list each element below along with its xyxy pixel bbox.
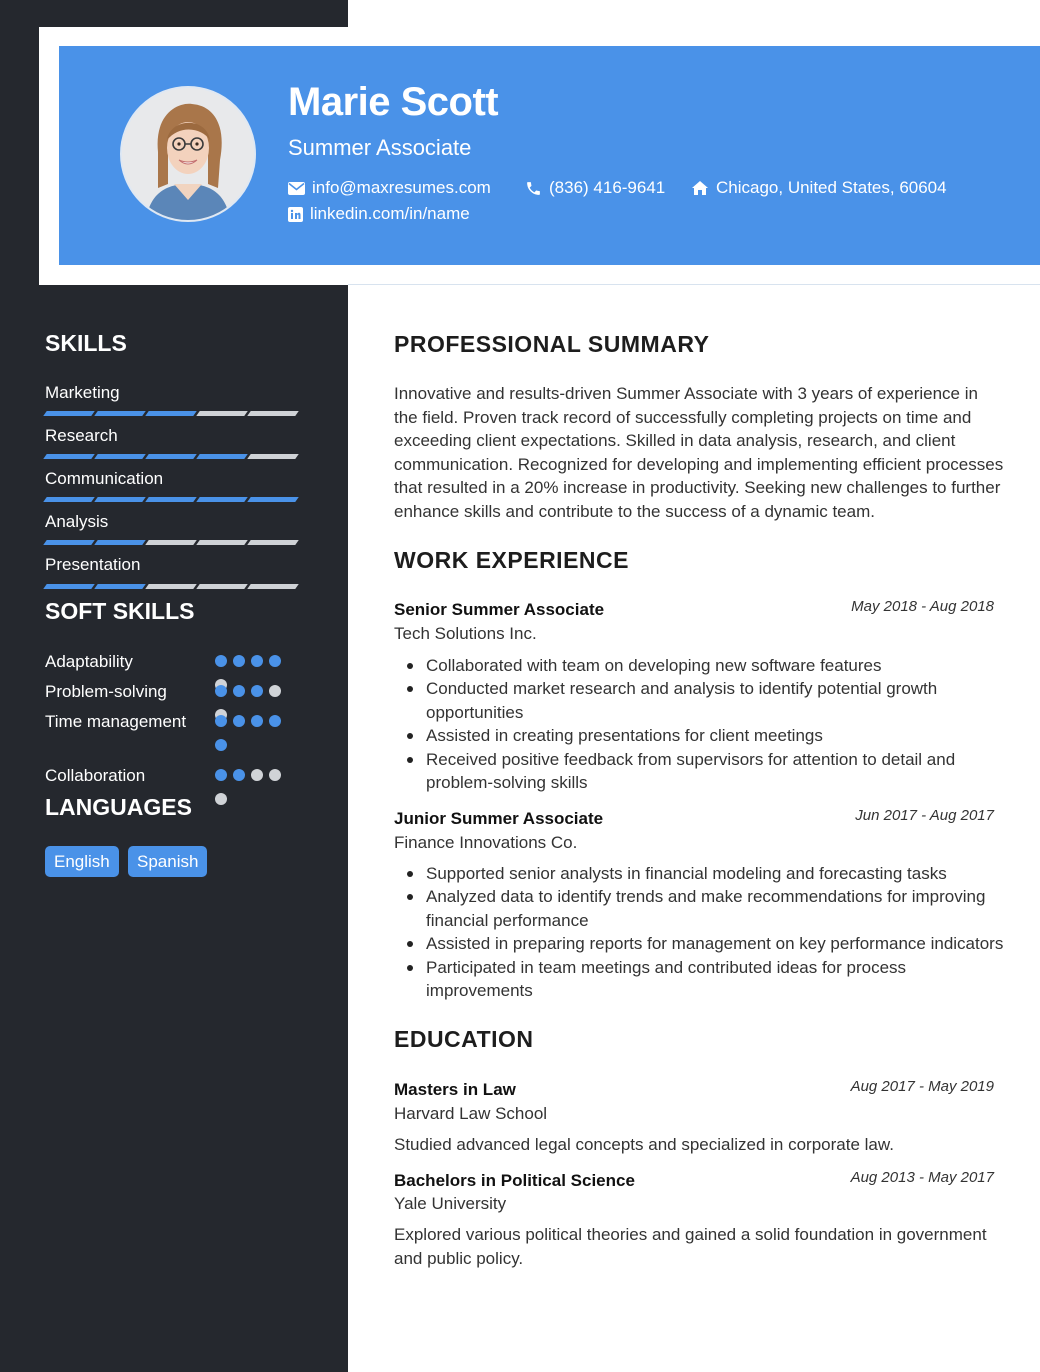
- school-name: Harvard Law School: [394, 1104, 548, 1123]
- rating-dot-filled: [251, 655, 263, 667]
- soft-skill-rating: [215, 715, 287, 763]
- rating-dot-filled: [215, 715, 227, 727]
- skill-segment-empty: [196, 584, 248, 589]
- job-bullet: Collaborated with team on developing new software features: [404, 654, 1004, 677]
- job-title: Senior Summer Associate: [394, 600, 605, 619]
- skill-segment-filled: [145, 497, 197, 502]
- skill-segment-filled: [94, 584, 146, 589]
- contact-phone[interactable]: [525, 178, 665, 198]
- job-bullets: [404, 862, 1004, 1002]
- skill-segment-empty: [196, 540, 248, 545]
- job-bullets: [404, 654, 1004, 794]
- job-dates: Jun 2017 - Aug 2017: [855, 807, 994, 824]
- summary-text: Innovative and results-driven Summer Associate with 3 years of experience in the field. Proven track record of successfully completing projects on time and exceeding client expectations. Skilled in data analysis, research, and client communication. Recognized for developing and implementing efficient processes that resulted in a 20% increase in productivity. Seeking new challenges to further enhance skills and contribute to the success of a dynamic team.: [394, 384, 1004, 521]
- rating-dot-filled: [251, 715, 263, 727]
- soft-skills-heading: SOFT SKILLS: [45, 598, 195, 624]
- skill-segment-empty: [247, 411, 299, 416]
- rating-dot-filled: [215, 739, 227, 751]
- languages-heading: LANGUAGES: [45, 794, 192, 820]
- candidate-name: Marie Scott: [288, 80, 499, 124]
- skill-segment-filled: [196, 454, 248, 459]
- job-bullet: Received positive feedback from supervisors for attention to detail and problem-solving skills: [404, 748, 1004, 795]
- job-bullet: Supported senior analysts in financial modeling and forecasting tasks: [404, 862, 1004, 885]
- skill-segment-filled: [43, 454, 95, 459]
- rating-dot-filled: [215, 685, 227, 697]
- skill-segment-empty: [247, 454, 299, 459]
- skill-bar: [45, 540, 300, 545]
- contact-email-text: info@maxresumes.com: [312, 178, 491, 197]
- profile-photo: [122, 88, 254, 220]
- linkedin-icon: [288, 207, 303, 222]
- skill-segment-filled: [145, 454, 197, 459]
- skill-name: Presentation: [45, 555, 141, 574]
- skills-heading: SKILLS: [45, 330, 127, 356]
- rating-dot-filled: [233, 655, 245, 667]
- contact-linkedin-text: linkedin.com/in/name: [310, 204, 470, 223]
- contact-email[interactable]: [288, 178, 491, 198]
- skill-segment-empty: [145, 540, 197, 545]
- degree-dates: Aug 2017 - May 2019: [850, 1078, 994, 1095]
- contact-phone-text: (836) 416-9641: [549, 178, 666, 197]
- header-divider: [348, 284, 1040, 285]
- skill-segment-filled: [94, 497, 146, 502]
- skill-segment-empty: [145, 584, 197, 589]
- rating-dot-filled: [233, 769, 245, 781]
- summary-heading: PROFESSIONAL SUMMARY: [394, 331, 710, 357]
- skill-segment-empty: [247, 584, 299, 589]
- skill-bar: [45, 411, 300, 416]
- candidate-title: Summer Associate: [288, 135, 472, 160]
- experience-heading: WORK EXPERIENCE: [394, 547, 629, 573]
- skill-segment-filled: [43, 411, 95, 416]
- skill-segment-filled: [43, 540, 95, 545]
- degree-title: Bachelors in Political Science: [394, 1171, 635, 1190]
- skill-segment-empty: [196, 411, 248, 416]
- rating-dot-empty: [269, 769, 281, 781]
- skill-segment-filled: [247, 497, 299, 502]
- envelope-icon: [288, 182, 305, 195]
- skill-bar: [45, 497, 300, 502]
- job-dates: May 2018 - Aug 2018: [851, 598, 994, 615]
- language-tag: English: [45, 846, 119, 877]
- skill-name: Marketing: [45, 383, 120, 402]
- skill-segment-filled: [145, 411, 197, 416]
- rating-dot-filled: [215, 769, 227, 781]
- contact-location-text: Chicago, United States, 60604: [716, 178, 947, 197]
- avatar: [120, 86, 256, 222]
- degree-description: Studied advanced legal concepts and specialized in corporate law.: [394, 1135, 894, 1154]
- contact-location: [691, 178, 947, 198]
- soft-skill-rating: [215, 769, 287, 817]
- job-bullet: Conducted market research and analysis to identify potential growth opportunities: [404, 677, 1004, 724]
- skill-segment-empty: [247, 540, 299, 545]
- rating-dot-filled: [269, 655, 281, 667]
- language-tag: Spanish: [128, 846, 207, 877]
- rating-dot-filled: [233, 715, 245, 727]
- skill-segment-filled: [43, 497, 95, 502]
- education-heading: EDUCATION: [394, 1026, 534, 1052]
- rating-dot-empty: [215, 793, 227, 805]
- skill-bar: [45, 584, 300, 589]
- job-company: Finance Innovations Co.: [394, 833, 578, 852]
- skill-name: Research: [45, 426, 118, 445]
- skill-segment-filled: [94, 454, 146, 459]
- rating-dot-filled: [215, 655, 227, 667]
- skill-name: Analysis: [45, 512, 109, 531]
- rating-dot-filled: [233, 685, 245, 697]
- skill-segment-filled: [94, 540, 146, 545]
- soft-skill-name: Adaptability: [45, 652, 133, 671]
- skill-segment-filled: [43, 584, 95, 589]
- soft-skill-name: Problem-solving: [45, 682, 167, 701]
- skill-bar: [45, 454, 300, 459]
- job-bullet: Assisted in preparing reports for management on key performance indicators: [404, 932, 1004, 955]
- degree-description: Explored various political theories and gained a solid foundation in government and public policy.: [394, 1225, 987, 1268]
- degree-title: Masters in Law: [394, 1080, 516, 1099]
- rating-dot-empty: [251, 769, 263, 781]
- home-icon: [691, 180, 709, 196]
- job-bullet: Participated in team meetings and contributed ideas for process improvements: [404, 956, 1004, 1003]
- contact-linkedin[interactable]: [288, 204, 470, 224]
- phone-icon: [525, 180, 542, 197]
- rating-dot-empty: [269, 685, 281, 697]
- job-company: Tech Solutions Inc.: [394, 624, 537, 643]
- degree-dates: Aug 2013 - May 2017: [850, 1169, 994, 1186]
- job-bullet: Assisted in creating presentations for client meetings: [404, 724, 1004, 747]
- skill-name: Communication: [45, 469, 164, 488]
- job-title: Junior Summer Associate: [394, 809, 604, 828]
- job-bullet: Analyzed data to identify trends and make recommendations for improving financial performance: [404, 885, 1004, 932]
- skill-segment-filled: [94, 411, 146, 416]
- school-name: Yale University: [394, 1194, 507, 1213]
- soft-skill-name: Time management: [45, 712, 187, 731]
- rating-dot-filled: [251, 685, 263, 697]
- soft-skill-name: Collaboration: [45, 766, 146, 785]
- skill-segment-filled: [196, 497, 248, 502]
- rating-dot-filled: [269, 715, 281, 727]
